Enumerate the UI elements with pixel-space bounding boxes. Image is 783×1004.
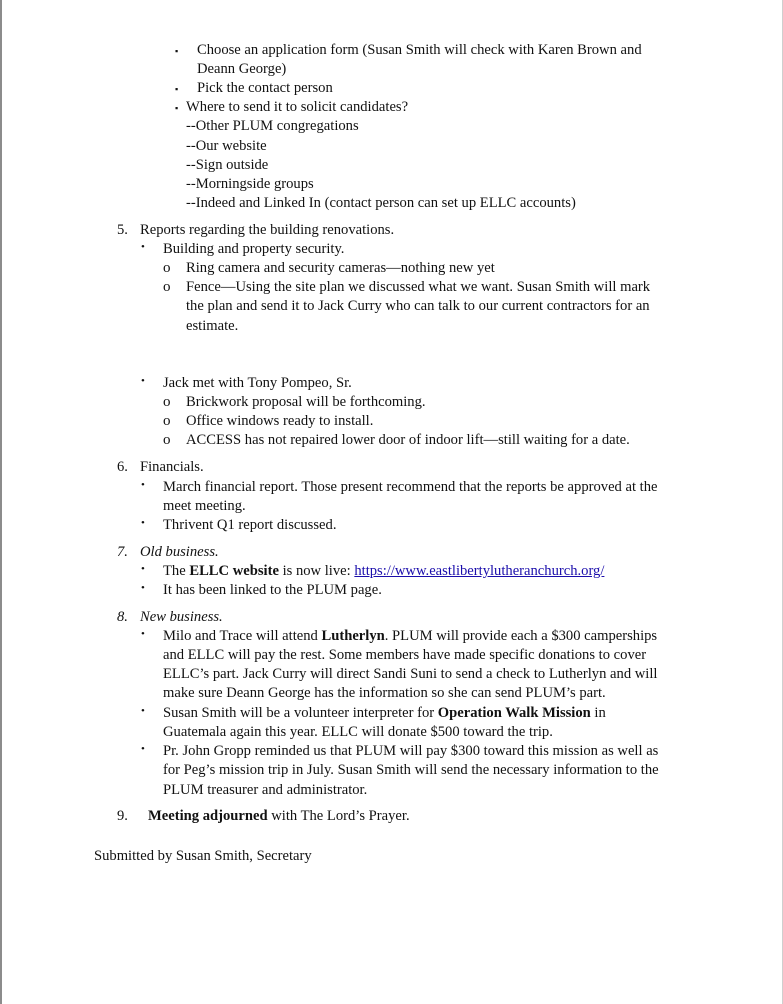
item-5-bullet-a: Building and property security. — [163, 241, 345, 257]
circle-bullet-icon: o — [163, 260, 171, 276]
item-7-heading: Old business. — [140, 544, 219, 560]
square-bullet-icon: ▪ — [175, 84, 179, 94]
website-link[interactable]: https://www.eastlibertylutheranchurch.org/ — [354, 563, 605, 579]
hiring-bullet-2: ▪ Pick the contact person — [175, 79, 333, 99]
item-8-bullet-c: Pr. John Gropp reminded us that PLUM will pay $300 toward this mission as well as — [163, 743, 659, 759]
circle-bullet-icon: o — [163, 279, 171, 295]
item-5-bullet-b: Jack met with Tony Pompeo, Sr. — [163, 375, 352, 391]
item-8-bullet-a-cont: ELLC’s part. Jack Curry will direct Sandi Suni to send a check to Lutherlyn and will — [163, 666, 658, 682]
item-6-number: 6. — [117, 459, 128, 475]
item-8-bullet-c-cont: for Peg’s mission trip in July. Susan Smith will send the necessary information to the — [163, 762, 659, 778]
item-8-bullet-b: Susan Smith will be a volunteer interpreter for Operation Walk Mission in — [163, 705, 606, 721]
item-8-bullet-a: Milo and Trace will attend Lutherlyn. PLUM will provide each a $300 camperships — [163, 628, 658, 644]
bullet-dot-icon: • — [141, 743, 145, 755]
item-5-number: 5. — [117, 222, 128, 238]
bullet-dot-icon: • — [141, 582, 145, 594]
item-5-heading: Reports regarding the building renovations. — [140, 222, 395, 238]
place-item: --Morningside groups — [186, 176, 314, 192]
item-6-bullet-a-cont: meet meeting. — [163, 498, 246, 514]
item-8-bullet-a-cont: make sure Deann George has the information so she can send PLUM’s part. — [163, 685, 606, 701]
place-item: --Other PLUM congregations — [186, 118, 359, 134]
submitted-by: Submitted by Susan Smith, Secretary — [94, 848, 312, 864]
item-8-number: 8. — [117, 609, 128, 625]
item-7-bullet-a: The ELLC website is now live: https://www.eastlibertylutheranchurch.org/ — [163, 563, 605, 579]
item-7-number: 7. — [117, 544, 128, 560]
hiring-bullet-3: ▪ Where to send it to solicit candidates? — [175, 98, 408, 118]
item-5-sub-a2-cont: estimate. — [186, 318, 239, 334]
item-6-bullet-b: Thrivent Q1 report discussed. — [163, 517, 337, 533]
place-item: --Sign outside — [186, 157, 269, 173]
hiring-bullet-1: ▪ Choose an application form (Susan Smith will check with Karen Brown and — [175, 41, 642, 61]
circle-bullet-icon: o — [163, 394, 171, 410]
item-5-sub-b3: ACCESS has not repaired lower door of indoor lift—still waiting for a date. — [186, 432, 630, 448]
bullet-dot-icon: • — [141, 517, 145, 529]
bullet-dot-icon: • — [141, 375, 145, 387]
bullet-dot-icon: • — [141, 705, 145, 717]
item-6-bullet-a: March financial report. Those present recommend that the reports be approved at the — [163, 479, 658, 495]
page-left-edge — [0, 0, 2, 1004]
item-9-number: 9. — [117, 808, 128, 824]
item-5-sub-a2-cont: the plan and send it to Jack Curry who can talk to our current contractors for an — [186, 298, 650, 314]
circle-bullet-icon: o — [163, 413, 171, 429]
item-9-text: Meeting adjourned with The Lord’s Prayer. — [148, 808, 410, 824]
item-8-heading: New business. — [140, 609, 223, 625]
place-item: --Our website — [186, 138, 267, 154]
bullet-dot-icon: • — [141, 241, 145, 253]
square-bullet-icon: ▪ — [175, 46, 179, 56]
item-8-bullet-a-cont: and ELLC will pay the rest. Some members have made specific donations to cover — [163, 647, 647, 663]
item-5-sub-b2: Office windows ready to install. — [186, 413, 374, 429]
item-5-sub-a1: Ring camera and security cameras—nothing new yet — [186, 260, 495, 276]
item-6-heading: Financials. — [140, 459, 204, 475]
item-8-bullet-c-cont: PLUM treasurer and administrator. — [163, 782, 368, 798]
bullet-dot-icon: • — [141, 628, 145, 640]
item-8-bullet-b-cont: Guatemala again this year. ELLC will donate $500 toward the trip. — [163, 724, 553, 740]
place-item: --Indeed and Linked In (contact person can set up ELLC accounts) — [186, 195, 576, 211]
item-5-sub-a2: Fence—Using the site plan we discussed what we want. Susan Smith will mark — [186, 279, 651, 295]
circle-bullet-icon: o — [163, 432, 171, 448]
bullet-dot-icon: • — [141, 479, 145, 491]
bullet-dot-icon: • — [141, 563, 145, 575]
item-7-bullet-b: It has been linked to the PLUM page. — [163, 582, 382, 598]
hiring-bullet-1-cont: Deann George) — [197, 61, 287, 77]
item-5-sub-b1: Brickwork proposal will be forthcoming. — [186, 394, 426, 410]
square-bullet-icon: ▪ — [175, 103, 179, 113]
